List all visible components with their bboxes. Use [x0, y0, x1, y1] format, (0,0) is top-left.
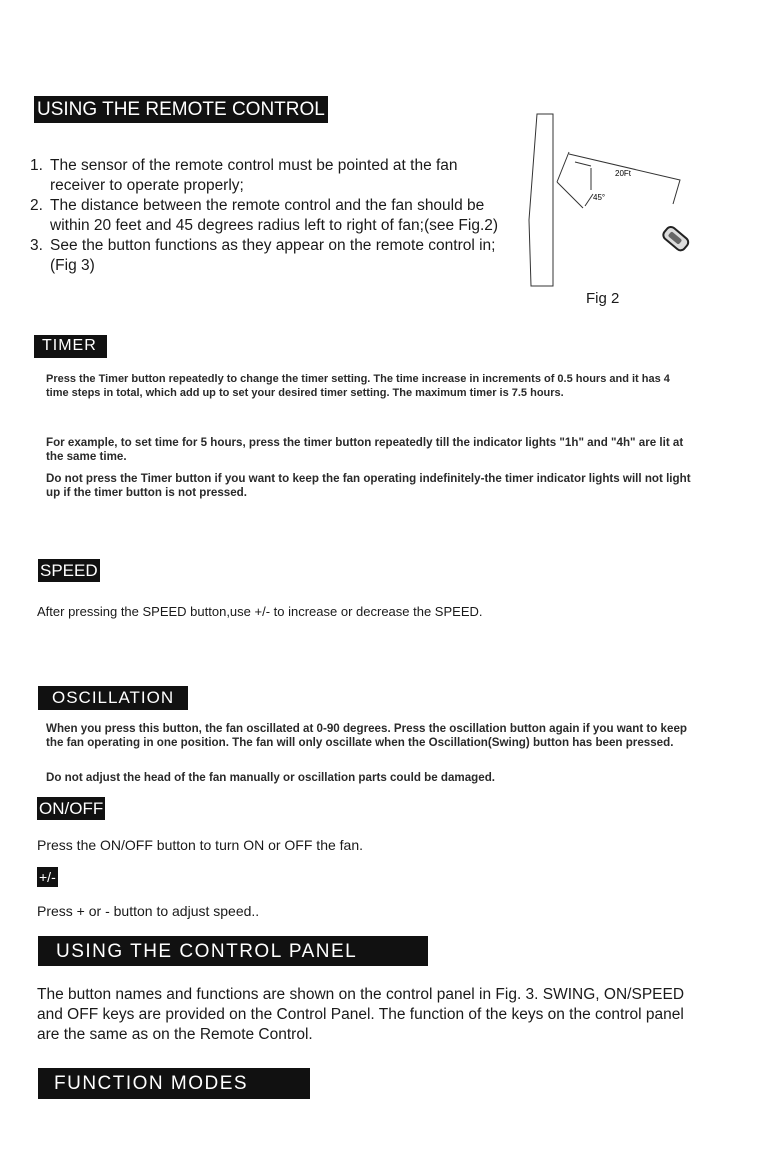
list-item-number: 2.	[30, 197, 43, 214]
figure-caption: Fig 2	[586, 290, 620, 307]
control-panel-heading: USING THE CONTROL PANEL	[38, 936, 428, 966]
remote-icon	[661, 225, 690, 252]
timer-paragraph-1: Press the Timer button repeatedly to change the timer setting. The time increase in increments of 0.5 hours and it has 4 time steps in total, which add up to set your desired timer setting. The maximum timer is 7.5 hours.	[46, 373, 670, 399]
control-panel-text: The button names and functions are shown on the control panel in Fig. 3. SWING, ON/SPEED and OFF keys are provided on the Control Panel. The function of the keys on the control panel are the same as on the Remote Control.	[37, 986, 685, 1043]
list-item-text: The sensor of the remote control must be pointed at the fan receiver to operate properly;	[50, 157, 458, 194]
list-item	[30, 156, 500, 196]
timer-paragraph-3: Do not press the Timer button if you want to keep the fan operating indefinitely-the timer indicator lights will not light up if the timer button is not pressed.	[46, 472, 691, 499]
timer-paragraph-2: For example, to set time for 5 hours, press the timer button repeatedly till the indicator lights "1h" and "4h" are lit at the same time.	[46, 436, 684, 463]
remote-control-heading: USING THE REMOTE CONTROL	[34, 96, 328, 123]
list-item-number: 3.	[30, 237, 43, 254]
onoff-heading: ON/OFF	[39, 799, 104, 818]
list-item	[30, 236, 500, 276]
oscillation-heading: OSCILLATION	[38, 686, 188, 710]
fan-range-figure	[505, 110, 720, 310]
plus-minus-heading: +/-	[39, 869, 56, 885]
speed-text: After pressing the SPEED button,use +/- to increase or decrease the SPEED.	[37, 604, 483, 619]
range-lines	[557, 152, 680, 208]
list-item	[30, 196, 500, 236]
list-item-number: 1.	[30, 157, 43, 174]
distance-label: 20Ft	[615, 169, 632, 178]
angle-label: 45°	[593, 193, 606, 202]
list-item-text: See the button functions as they appear on the remote control in;(Fig 3)	[50, 237, 496, 274]
fan-column-shape	[529, 114, 553, 286]
oscillation-paragraph-2: Do not adjust the head of the fan manually or oscillation parts could be damaged.	[46, 771, 495, 784]
speed-heading: SPEED	[40, 561, 98, 580]
remote-instructions-list	[30, 156, 500, 276]
list-item-text: The distance between the remote control and the fan should be within 20 feet and 45 degrees radius left to right of fan;(see Fig.2)	[50, 197, 499, 234]
plus-minus-text: Press + or - button to adjust speed..	[37, 903, 260, 919]
function-modes-heading: FUNCTION MODES	[38, 1068, 310, 1099]
oscillation-paragraph-1: When you press this button, the fan oscillated at 0-90 degrees. Press the oscillation button again if you want to keep the fan operating in one position. The fan will only oscillate when the Oscillation(Swing) button has been pressed.	[46, 722, 687, 749]
onoff-text: Press the ON/OFF button to turn ON or OFF the fan.	[37, 837, 364, 853]
timer-heading: TIMER	[34, 335, 107, 358]
